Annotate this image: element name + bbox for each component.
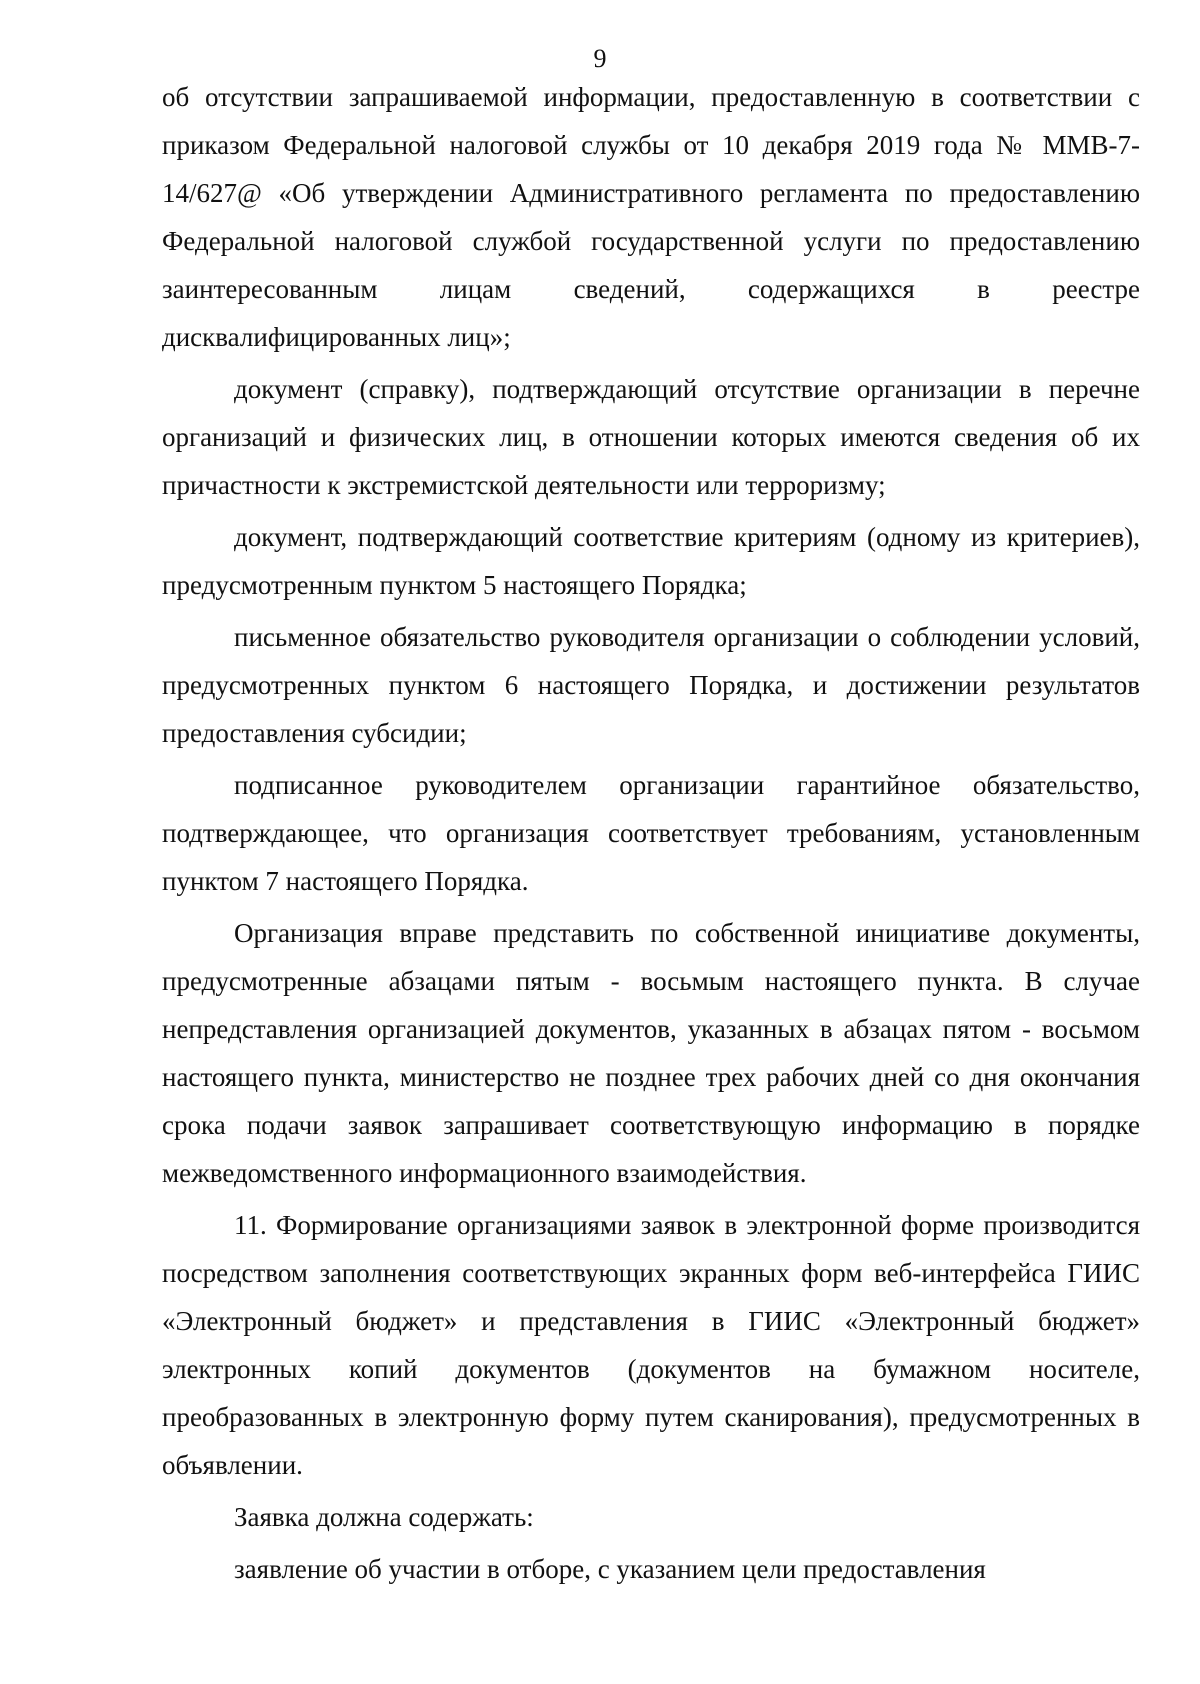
paragraph: Заявка должна содержать: [234, 1502, 534, 1532]
paragraph-list-item: документ, подтверждающий соответствие критериям (одному из критериев), предусмотренным пунктом 5 настоящего Порядка; [162, 522, 1140, 600]
paragraph-list-item: заявление об участии в отборе, с указанием цели предоставления [234, 1554, 986, 1584]
page-number: 9 [593, 44, 607, 73]
paragraph-list-item: документ (справку), подтверждающий отсутствие организации в перечне организаций и физических лиц, в отношении которых имеются сведения об их причастности к экстремистской деятельности или терроризму; [162, 374, 1140, 500]
paragraph-continuation: об отсутствии запрашиваемой информации, предоставленную в соответствии с приказом Федеральной налоговой службы от 10 декабря 2019 года № ММВ-7-14/627@ «Об утверждении Административного регламента по предоставлению Федеральной налоговой службой государственной услуги по предоставлению заинтересованным лицам сведений, содержащихся в реестре дисквалифицированных лиц»; [162, 82, 1140, 352]
paragraph-list-item: письменное обязательство руководителя организации о соблюдении условий, предусмотренных пунктом 6 настоящего Порядка, и достижении результатов предоставления субсидии; [162, 622, 1140, 748]
paragraph-list-item: подписанное руководителем организации гарантийное обязательство, подтверждающее, что организация соответствует требованиям, установленным пунктом 7 настоящего Порядка. [162, 770, 1140, 896]
paragraph-clause-11: 11. Формирование организациями заявок в электронной форме производится посредством заполнения соответствующих экранных форм веб-интерфейса ГИИС «Электронный бюджет» и представления в ГИИС «Электронный бюджет» электронных копий документов (документов на бумажном носителе, преобразованных в электронную форму путем сканирования), предусмотренных в объявлении. [162, 1210, 1140, 1480]
document-body [162, 73, 1140, 1593]
paragraph: Организация вправе представить по собственной инициативе документы, предусмотренные абзацами пятым - восьмым настоящего пункта. В случае непредставления организацией документов, указанных в абзацах пятом - восьмом настоящего пункта, министерство не позднее трех рабочих дней со дня окончания срока подачи заявок запрашивает соответствующую информацию в порядке межведомственного информационного взаимодействия. [162, 918, 1140, 1188]
